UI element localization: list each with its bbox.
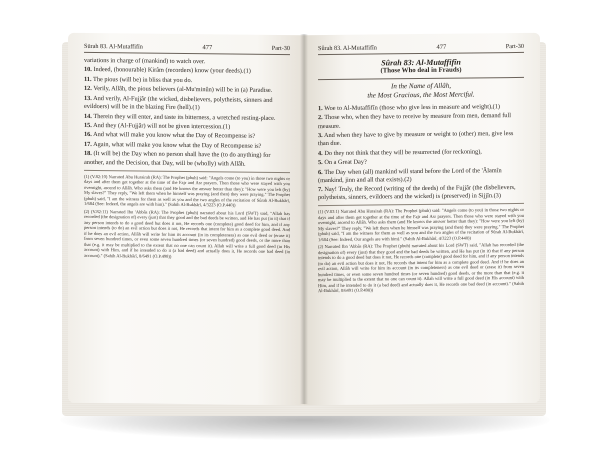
- verse-text: Indeed, (honourable) Kirâm (recorders) know (your deeds).(1): [93, 66, 251, 76]
- left-notes-divider: [84, 170, 290, 173]
- footnote: (1) (V.82:10) Narrated Abu Hurairah (RA): The Prophet (pbuh) said: "Angels come (to you) in those two nights or days and after them get together at the time of the Fajr and Asr prayers. Then those who were stayed with you overnight, ascend to Allâh. Who asks them (and He knows the answer better than they): "How were you left (by) My slaves?" They reply, "We left them when he himself was praying (and then) they were praying." The Prophet (pbuh) said, "I am the witness for them as well as you and the two angles of the recitation of Sûrah Al-Bukhârî, 1/684 (See: Indeed, the angels are with him)." (Sahih Al-Bukhârî, 4/3223 (O.P.440)): [84, 173, 290, 208]
- verse-number: 11.: [84, 75, 92, 83]
- footnote: (2) Narrated Ibn 'Abbâs (RA): The Prophet (pbuh) narrated about his Lord (SWT) said, "Allah has recorded (the designation of) every (just) that they good and the bad deeds be written, and He has put (in it) that if any person intends to do a good deed but does it not, He records one (complete) good deed for him, and if any person intends (to do) an evil action but does it not, He records that intent for him as a complete good deed. And if he does an evil action, Allâh will write for him its account (in its completeness) as one evil deed or (erase it) from seven hundred times, or even some seven hundred times (or seven hundred) good deeds, or the more than that (e.g. it may be multiplied to the extent that no one can count it). Allah will write a full good deed (in His account) with Him, and if he intended to do it (a bad deed) and actually does it, He records one bad deed (in account)." (Sahih Al-Bukhârî, 8/6491 (O.P.498)): [318, 242, 524, 294]
- verse-number: 7.: [318, 186, 323, 194]
- verse-text: Therein they will enter, and taste its bitterness, a wretched resting-place.: [93, 112, 276, 122]
- verse-text: And what will make you know what the Day of Recompense is?: [93, 131, 256, 141]
- verse: [318, 184, 524, 202]
- right-verses: [318, 103, 524, 203]
- verse-text: The pious (will be) in bliss that you do.: [93, 75, 193, 85]
- verse-number: 13.: [84, 94, 92, 102]
- verse-number: 3.: [318, 132, 323, 140]
- verse: [318, 112, 524, 130]
- verse: [84, 112, 290, 122]
- verse-number: 12.: [84, 85, 92, 93]
- verse-text: Do they not think that they will be resurrected (for reckoning),: [324, 148, 482, 157]
- right-page-content: [318, 43, 524, 399]
- right-header-surah: Sûrah 83. Al-Mutaffifîn: [318, 44, 377, 53]
- right-notes-divider: [318, 203, 524, 206]
- verse-text: Verily, Allâh, the pious believers (al-Mu'minûn) will be in (a) Paradise.: [93, 85, 273, 95]
- bismillah-line-1: In the Name of Allâh,: [391, 81, 451, 91]
- left-page: [68, 33, 304, 405]
- open-book: [62, 30, 546, 420]
- right-page-number: 477: [436, 43, 447, 51]
- surah-title: Sûrah 83: Al-Mutaffifîn: [381, 57, 461, 68]
- verse: [84, 131, 290, 141]
- verse-text: On a Great Day?: [324, 158, 367, 167]
- left-header-surah: Sūrah 83. Al-Mutaffifīn: [84, 42, 143, 51]
- left-header-part: Part-30: [271, 44, 290, 53]
- verse: [84, 76, 290, 86]
- right-running-header: [318, 43, 524, 55]
- left-verses: [84, 57, 290, 169]
- verse: [318, 103, 524, 113]
- verse-number: 6.: [318, 168, 323, 176]
- left-footnotes: [84, 174, 290, 261]
- surah-subtitle: (Those Who deal in Frauds): [380, 66, 462, 75]
- right-header-part: Part-30: [505, 42, 524, 51]
- left-page-number: 477: [202, 44, 213, 52]
- verse-text: Woe to Al-Mutaffifîn (those who give less in measure and weight),(1): [324, 103, 501, 113]
- surah-title-block: [318, 57, 524, 80]
- verse: [318, 157, 524, 167]
- verse-number: 18.: [84, 150, 92, 158]
- verse-number: 16.: [84, 131, 92, 139]
- verse-text: Again, what will make you know what the Day of Recompense is?: [93, 140, 262, 150]
- verse: [84, 85, 290, 95]
- verse: [84, 150, 290, 168]
- verse-number: 5.: [318, 159, 323, 167]
- verse-number: 1.: [318, 105, 323, 113]
- verse: [318, 167, 524, 185]
- right-page: [304, 33, 540, 405]
- footnote: (2) (V.82:11) Narrated Ibn 'Abbâs (RA): The Prophet (pbuh) narrated about his Lord (SWT) said, "Allah has recorded (the designation of) every (just) that they good and the bad deeds be written, and He has put (in it) that if any person intends to do a good deed but does it not, He records one (complete) good deed for him, and if any person intends (to do) an evil action but does it not, He records that intent for him as a complete good deed. And if he does an evil action, Allâh will write for him its account (in its completeness) as one evil deed or (erase it) from seven hundred times, or even some seven hundred times (or seven hundred) good deeds, or the more than that (e.g. it may be multiplied to the extent that no one can count it). Allah will write a full good deed (in His account) with Him, and if he intended to do it (a bad deed) and actually does it, He records one bad deed (in account)." (Sahih Al-Bukhârî, 8/6491 (O.P.498)): [84, 208, 290, 259]
- verse-text: Those who, when they have to receive by measure from men, demand full measure.: [318, 112, 511, 130]
- verse: [84, 66, 290, 76]
- verse-text: And they (Al-Fujjâr) will not be given intercession.(1): [93, 122, 231, 131]
- verse-text: variations in charge of (mankind) to watch over.: [84, 56, 206, 66]
- verse-number: 10.: [84, 66, 92, 74]
- verse-number: 14.: [84, 112, 92, 120]
- verse-number: 2.: [318, 114, 323, 122]
- bismillah-line-2: the Most Gracious, the Most Merciful.: [367, 90, 475, 100]
- bismillah: [318, 81, 524, 101]
- verse-text: And when they have to give by measure or weight to (other) men, give less than due.: [318, 130, 514, 148]
- verse: [84, 57, 290, 67]
- verse-text: Nay! Truly, the Record (writing of the deeds) of the Fujjâr (the disbelievers, polytheists, sinners, evildoers and the wicked) is (preserved) in Sijjîn.(3): [318, 184, 516, 202]
- verse: [318, 130, 524, 148]
- left-running-header: [84, 43, 290, 55]
- verse: [84, 95, 290, 113]
- verse-number: 4.: [318, 149, 323, 157]
- right-footnotes: [318, 207, 524, 294]
- verse-text: (It will be) the Day when no person shall have the (to do anything) for another, and the Decision, that Day, will be (wholly) with Allâh.: [84, 150, 271, 168]
- verse-text: And verily, Al-Fujjâr (the wicked, disbelievers, polytheists, sinners and evildoers) will be in the blazing Fire (hell).(1): [84, 94, 273, 112]
- footnote: (1) (V.83:1) Narrated Abu Hurairah (RA): The Prophet (pbuh) said: "Angels come (to you) in those two nights or days and after them get together at the time of the Fajr and Asr prayers. Then those who were stayed with you overnight, ascend to Allâh. Who asks them (and He knows the answer better than they): "How were you left (by) My slaves?" They reply, "We left them when he himself was praying (and then) they were praying." The Prophet (pbuh) said, "I am the witness for them as well as you and the two angles of the recitation of Sûrah Al-Bukhârî, 1/684 (See: Indeed, Our angels are with him)." (Sahih Al-Bukhârî, 4/3223 (O.P.440)): [318, 207, 524, 242]
- verse: [84, 141, 290, 151]
- verse-number: 17.: [84, 140, 92, 148]
- book-gutter: [300, 34, 308, 404]
- left-page-content: [84, 43, 290, 399]
- verse-text: The Day when (all) mankind will stand before the Lord of the 'Âlamîn (mankind, jinn and all that exists).(2): [318, 166, 502, 184]
- verse-number: 15.: [84, 121, 92, 130]
- verse: [318, 148, 524, 158]
- verse: [84, 122, 290, 132]
